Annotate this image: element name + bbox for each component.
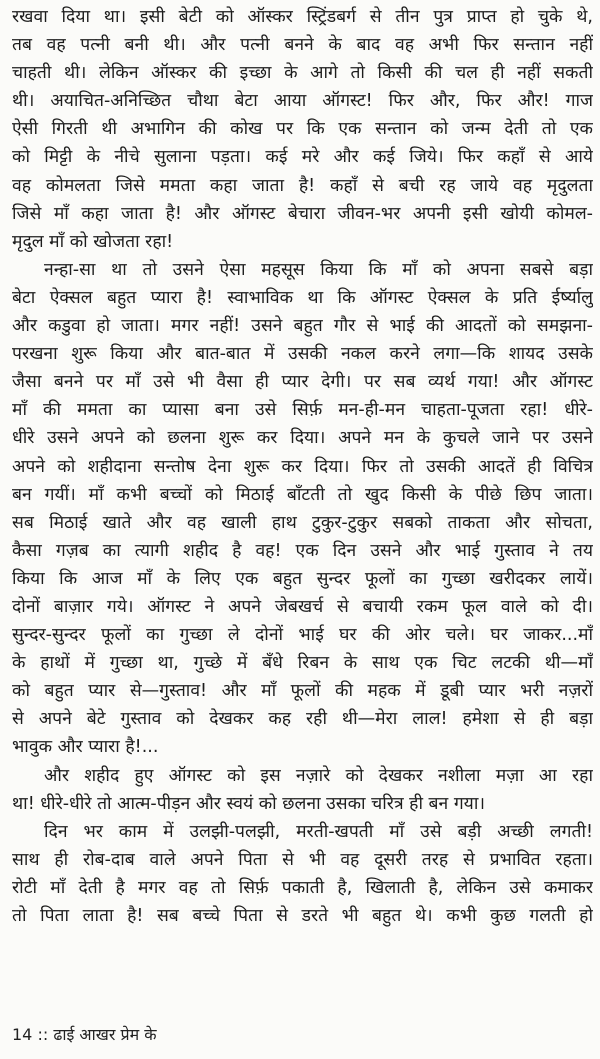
text-line: साथ ही रोब-दाब वाले अपने पिता से भी वह दूसरी तरह से प्रभावित रहता। <box>12 849 593 870</box>
page-footer <box>12 1024 157 1046</box>
text-line: को मिट्टी के नीचे सुलाना पड़ता। कई मरे और कई जिये। फिर कहाँ से आये <box>12 147 593 168</box>
text-line: और कडुवा हो जाता। मगर नहीं! उसने बहुत गौर से भाई की आदतों को समझना- <box>12 316 593 337</box>
text-line: जिसे माँ कहा जाता है! और ऑगस्ट बेचारा जीवन-भर अपनी इसी खोयी कोमल- <box>12 203 593 224</box>
text-line: तो पिता लाता है! सब बच्चे पिता से डरते भी बहुत थे। कभी कुछ गलती हो <box>12 906 593 926</box>
text-line: से अपने बेटे गुस्ताव को देखकर कह रही थी—मेरा लाल! हमेशा से ही बड़ा <box>12 709 593 730</box>
body-text <box>12 3 593 930</box>
text-line: थी। अयाचित-अनिच्छित चौथा बेटा आया ऑगस्ट! फिर और, फिर और! गाज <box>12 91 593 112</box>
text-line: रखवा दिया था। इसी बेटी को ऑस्कर स्ट्रिंडबर्ग से तीन पुत्र प्राप्त हो चुके थे, <box>12 7 593 27</box>
text-line: मृदुल माँ को खोजता रहा! <box>12 231 174 252</box>
text-line: रोटी माँ देती है मगर वह तो सिर्फ़ पकाती है, खिलाती है, लेकिन उसे कमाकर <box>12 877 593 898</box>
text-line: बन गयीं। माँ कभी बच्चों को मिठाई बाँटती तो खुद किसी के पीछे छिप जाता। <box>12 484 593 505</box>
text-line: था! धीरे-धीरे तो आत्म-पीड़न और स्वयं को छलना उसका चरित्र ही बन गया। <box>12 793 485 814</box>
text-line: अपने को शहीदाना सन्तोष देना शुरू कर दिया। फिर तो उसकी आदतें ही विचित्र <box>12 456 593 477</box>
text-line: को बहुत प्यार से—गुस्ताव! और माँ फूलों की महक में डूबी प्यार भरी नज़रों <box>12 681 593 702</box>
text-line: और शहीद हुए ऑगस्ट को इस नज़ारे को देखकर नशीला मज़ा आ रहा <box>44 765 593 786</box>
text-line: किया कि आज माँ के लिए एक बहुत सुन्दर फूलों का गुच्छा खरीदकर लायें। <box>12 568 593 589</box>
text-line: सुन्दर-सुन्दर फूलों का गुच्छा ले दोनों भाई घर की ओर चले। घर जाकर...माँ <box>12 625 593 646</box>
text-line: चाहती थी। लेकिन ऑस्कर की इच्छा के आगे तो किसी की चल ही नहीं सकती <box>12 63 593 84</box>
text-line: कैसा गज़ब का त्यागी शहीद है वह! एक दिन उसने और भाई गुस्ताव ने तय <box>12 540 593 561</box>
text-line: बेटा ऐक्सल बहुत प्यारा है! स्वाभाविक था कि ऑगस्ट ऐक्सल के प्रति ईर्ष्यालु <box>12 287 593 308</box>
text-line: नन्हा-सा था तो उसने ऐसा महसूस किया कि माँ को अपना सबसे बड़ा <box>44 259 593 280</box>
text-line: धीरे उसने अपने को छलना शुरू कर दिया। अपने मन के कुचले जाने पर उसने <box>12 428 593 449</box>
text-line: भावुक और प्यारा है!... <box>12 737 159 758</box>
text-line: माँ की ममता का प्यासा बना उसे सिर्फ़ मन-ही-मन चाहता-पूजता रहा! धीरे- <box>12 400 593 421</box>
text-line: तब वह पत्नी बनी थी। और पत्नी बनने के बाद वह अभी फिर सन्तान नहीं <box>12 35 593 56</box>
footer-separator: :: <box>37 1025 49 1044</box>
text-line: के हाथों में गुच्छा था, गुच्छे में बँधे रिबन के साथ एक चिट लटकी थी—माँ <box>12 653 593 674</box>
text-line: सब मिठाई खाते और वह खाली हाथ टुकुर-टुकुर सबको ताकता और सोचता, <box>12 512 593 533</box>
page-number: 14 <box>12 1025 33 1044</box>
text-line: दिन भर काम में उलझी-पलझी, मरती-खपती माँ उसे बड़ी अच्छी लगती! <box>44 821 593 842</box>
text-line: जैसा बनने पर माँ उसे भी वैसा ही प्यार देगी। पर सब व्यर्थ गया! और ऑगस्ट <box>12 372 593 393</box>
text-line: दोनों बाज़ार गये। ऑगस्ट ने अपने जेबखर्च से बचायी रकम फूल वाले को दी। <box>12 596 593 617</box>
text-line: वह कोमलता जिसे ममता कहा जाता है! कहाँ से बची रह जाये वह मृदुलता <box>12 175 593 196</box>
text-line: परखना शुरू किया और बात-बात में उसकी नकल करने लगा—कि शायद उसके <box>12 344 593 365</box>
text-line: ऐसी गिरती थी अभागिन की कोख पर कि एक सन्तान को जन्म देती तो एक <box>12 119 593 140</box>
book-title: ढाई आखर प्रेम के <box>53 1025 157 1044</box>
